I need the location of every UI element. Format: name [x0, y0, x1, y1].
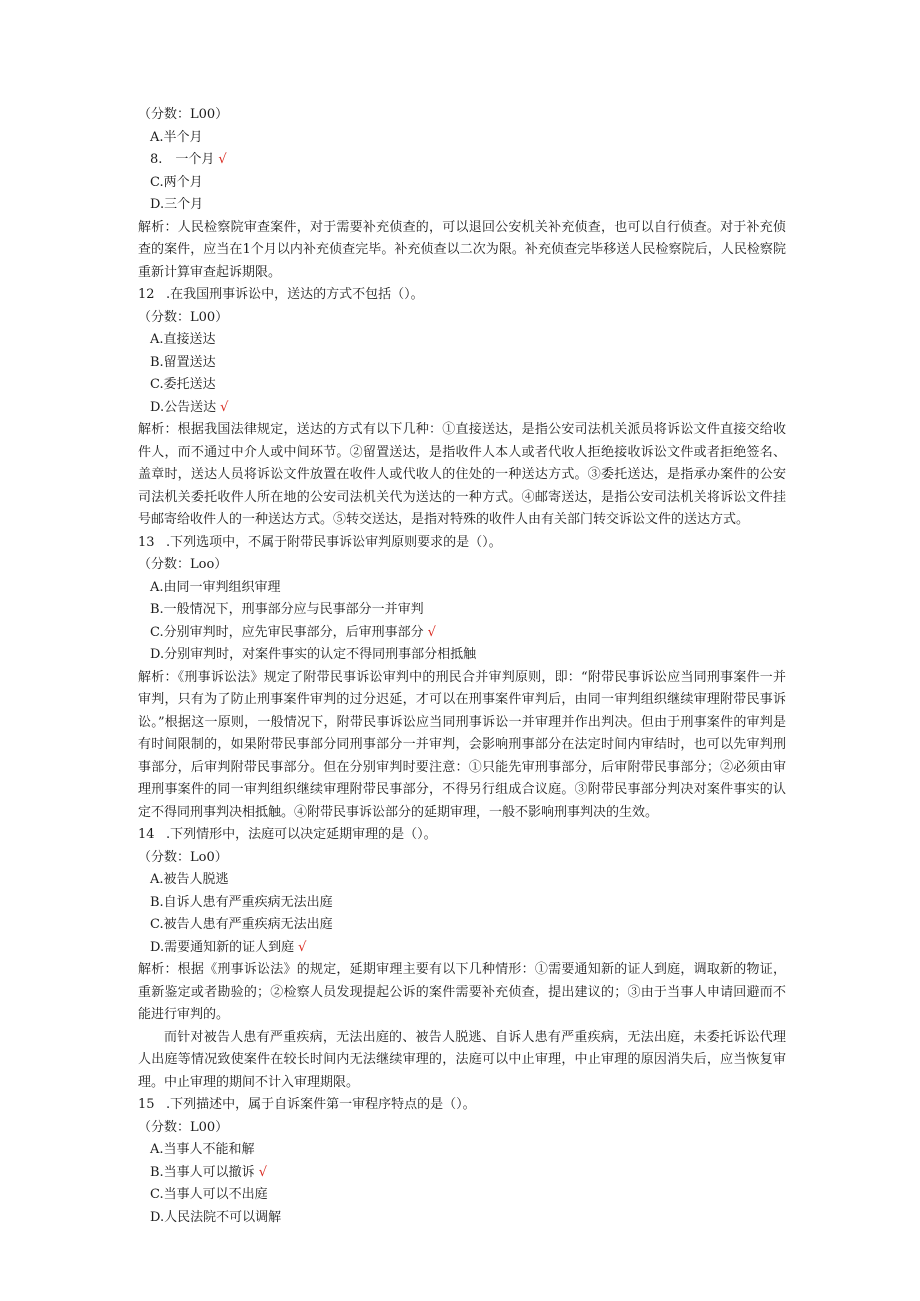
q11-option-d[interactable]	[138, 194, 786, 217]
q11-option-b[interactable]	[138, 149, 786, 172]
check-mark-icon: √	[220, 399, 229, 415]
option-text: A.被告人脱逃	[150, 872, 229, 887]
q12-option-b[interactable]	[138, 352, 786, 375]
option-text: A.直接送达	[150, 332, 216, 347]
q12-question	[138, 284, 786, 307]
question-text: .下列情形中，法庭可以决定延期审理的是（）。	[166, 827, 437, 842]
option-text: C.分别审判时，应先审民事部分，后审刑事部分	[150, 624, 424, 640]
q15-option-a[interactable]	[138, 1139, 786, 1162]
option-text: B.当事人可以撤诉	[150, 1164, 255, 1180]
q12-option-c[interactable]	[138, 374, 786, 397]
question-text: .下列选项中，不属于附带民事诉讼审判原则要求的是（）。	[166, 534, 502, 550]
document-body	[138, 104, 786, 1229]
q14-option-b[interactable]	[138, 892, 786, 915]
option-text: B.自诉人患有严重疾病无法出庭	[150, 894, 333, 910]
q15-option-d[interactable]	[138, 1207, 786, 1230]
option-text: C.当事人可以不出庭	[150, 1187, 268, 1202]
q12-option-d[interactable]	[138, 397, 786, 420]
q11-analysis: 解析：人民检察院审查案件，对于需要补充侦查的，可以退回公安机关补充侦查，也可以自行侦查。对于补充侦查的案件，应当在1个月以内补充侦查完毕。补充侦查以二次为限。补充侦查完毕移送人民检察院后，人民检察院重新计算审查起诉期限。	[138, 219, 786, 280]
option-text: D.三个月	[150, 197, 204, 212]
q15-option-b[interactable]	[138, 1162, 786, 1185]
option-text: D.分别审判时，对案件事实的认定不得同刑事部分相抵触	[150, 647, 477, 662]
option-text: B.留置送达	[150, 354, 216, 370]
question-number: 12	[138, 287, 155, 302]
q11-option-c[interactable]	[138, 172, 786, 195]
question-text: .在我国刑事诉讼中，送达的方式不包括（）。	[166, 287, 424, 302]
q14-option-d[interactable]	[138, 937, 786, 960]
q14-score: （分数：Lo0）	[138, 849, 228, 865]
q12-analysis: 解析：根据我国法律规定，送达的方式有以下几种：①直接送达，是指公安司法机关派员将诉讼文件直接交给收件人，而不通过中介人或中间环节。②留置送达，是指收件人本人或者代收人拒绝接收诉讼文件或者拒绝签名、盖章时，送达人员将诉讼文件放置在收件人或代收人的住处的一种送达方式。③委托送达，是指承办案件的公安司法机关委托收件人所在地的公安司法机关代为送达的一种方式。④邮寄送达，是指公安司法机关将诉讼文件挂号邮寄给收件人的一种送达方式。⑤转交送达，是指对特殊的收件人由有关部门转交诉讼文件的送达方式。	[138, 422, 786, 527]
check-mark-icon: √	[298, 939, 307, 955]
option-text: 8. 一个月	[150, 152, 215, 167]
option-text: C.委托送达	[150, 377, 216, 392]
q14-option-a[interactable]	[138, 869, 786, 892]
q15-option-c[interactable]	[138, 1184, 786, 1207]
q15-score: （分数：L00）	[138, 1119, 229, 1135]
q11-score: （分数：L00）	[138, 107, 229, 122]
option-text: C.两个月	[150, 174, 203, 190]
option-text: A.由同一审判组织审理	[150, 579, 281, 595]
option-text: D.人民法院不可以调解	[150, 1209, 282, 1225]
q15-question	[138, 1094, 786, 1117]
option-text: C.被告人患有严重疾病无法出庭	[150, 917, 333, 932]
q14-option-c[interactable]	[138, 914, 786, 937]
q13-score: （分数：Loo）	[138, 557, 228, 572]
check-mark-icon: √	[218, 152, 227, 167]
question-text: .下列描述中，属于自诉案件第一审程序特点的是（）。	[166, 1097, 476, 1112]
q14-analysis-continued: 而针对被告人患有严重疾病，无法出庭的、被告人脱逃、自诉人患有严重疾病，无法出庭，未委托诉讼代理人出庭等情况致使案件在较长时间内无法继续审理的，法庭可以中止审理，中止审理的原因消失后，应当恢复审理。中止审理的期间不计入审理期限。	[138, 1029, 786, 1090]
option-text: A.当事人不能和解	[150, 1142, 255, 1157]
q11-option-a[interactable]	[138, 127, 786, 150]
option-text: D.需要通知新的证人到庭	[150, 939, 295, 955]
q14-question	[138, 824, 786, 847]
question-number: 13	[138, 534, 155, 550]
check-mark-icon: √	[427, 624, 436, 640]
q13-option-c[interactable]	[138, 622, 786, 645]
q13-option-a[interactable]	[138, 577, 786, 600]
q13-option-b[interactable]	[138, 599, 786, 622]
check-mark-icon: √	[258, 1164, 267, 1180]
q13-option-d[interactable]	[138, 644, 786, 667]
option-text: A.半个月	[150, 129, 203, 145]
option-text: B.一般情况下，刑事部分应与民事部分一并审判	[150, 602, 424, 617]
q13-question	[138, 532, 786, 555]
q14-analysis: 解析：根据《刑事诉讼法》的规定，延期审理主要有以下几种情形：①需要通知新的证人到庭，调取新的物证，重新鉴定或者勘验的；②检察人员发现提起公诉的案件需要补充侦查，提出建议的；③由于当事人申请回避而不能进行审判的。	[138, 962, 786, 1022]
question-number: 14	[138, 827, 155, 842]
question-number: 15	[138, 1097, 155, 1112]
q12-score: （分数：L00）	[138, 309, 229, 325]
q13-analysis: 解析：《刑事诉讼法》规定了附带民事诉讼审判中的刑民合并审判原则，即：“附带民事诉讼应当同刑事案件一并审判，只有为了防止刑事案件审判的过分迟延，才可以在刑事案件审判后，由同一审判组织继续审理附带民事诉讼。”根据这一原则，一般情况下，附带民事诉讼应当同刑事诉讼一并审理并作出判决。但由于刑事案件的审判是有时间限制的，如果附带民事部分同刑事部分一并审判，会影响刑事部分在法定时间内审结时，也可以先审判刑事部分，后审判附带民事部分。但在分别审判时要注意：①只能先审刑事部分，后审附带民事部分；②必须由审理刑事案件的同一审判组织继续审理附带民事部分，不得另行组成合议庭。③附带民事部分判决对案件事实的认定不得同刑事判决相抵触。④附带民事诉讼部分的延期审理，一般不影响刑事判决的生效。	[138, 669, 786, 820]
option-text: D.公告送达	[150, 399, 217, 415]
q12-option-a[interactable]	[138, 329, 786, 352]
